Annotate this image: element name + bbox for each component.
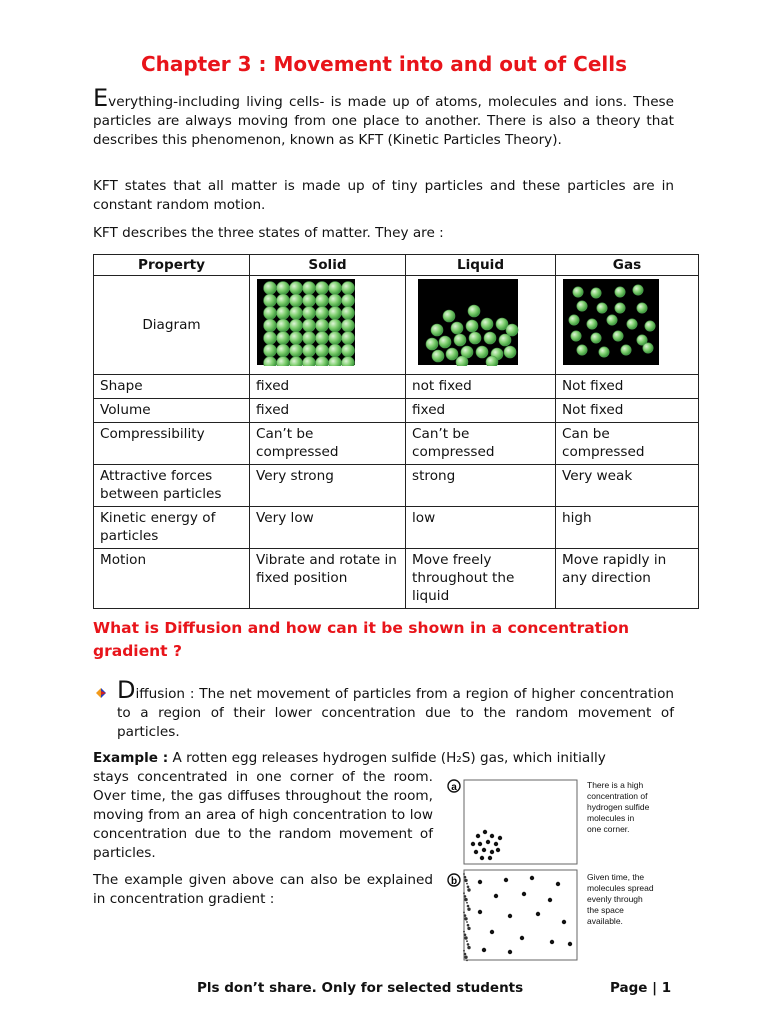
solid-particle	[264, 294, 277, 307]
solid-particle	[342, 319, 355, 332]
solid-particle	[290, 344, 303, 357]
speckle-mark	[467, 946, 470, 949]
solid-particle	[329, 344, 342, 357]
liquid-particle	[476, 346, 488, 358]
solid-particle	[303, 282, 316, 295]
speckle-mark	[467, 908, 470, 911]
liquid-particle	[469, 332, 481, 344]
diffusion-definition-text: iffusion : The net movement of particles from a region of higher concentration to a region of their lower concentration due to the random movement of particles.	[117, 686, 674, 740]
svg-text:the space: the space	[587, 905, 624, 915]
svg-text:one corner.: one corner.	[587, 824, 630, 834]
speckle-mark	[467, 886, 470, 889]
liquid-particle	[484, 332, 496, 344]
kft-states-paragraph: KFT states that all matter is made up of tiny particles and these particles are in constant random motion.	[93, 178, 674, 213]
speckle-mark	[463, 873, 465, 875]
h2s-molecule	[496, 848, 500, 852]
gas-particle	[577, 345, 587, 355]
footer-notice: Pls don’t share. Only for selected students	[197, 980, 524, 996]
svg-text:hydrogen sulfide: hydrogen sulfide	[587, 802, 650, 812]
h2s-molecule	[474, 850, 478, 854]
speckle-mark	[464, 895, 467, 898]
speckle-mark	[466, 921, 468, 923]
liquid-particle	[451, 322, 463, 334]
gas-particle	[615, 287, 625, 297]
gas-particle	[591, 333, 601, 343]
gas-particle	[645, 321, 655, 331]
table-row	[94, 507, 699, 549]
svg-text:available.: available.	[587, 916, 623, 926]
h2s-molecule	[494, 894, 498, 898]
figure-label-a: a	[451, 782, 457, 793]
row-volume-solid: fixed	[250, 399, 406, 423]
liquid-particle	[439, 336, 451, 348]
liquid-particle	[468, 305, 480, 317]
liquid-diagram-cell	[406, 276, 556, 375]
solid-particle	[316, 307, 329, 320]
gas-particle	[637, 303, 647, 313]
gas-particle	[599, 347, 609, 357]
speckle-mark	[463, 892, 465, 894]
row-shape-liquid: not fixed	[406, 375, 556, 399]
kft-describes-paragraph: KFT describes the three states of matter. They are :	[93, 225, 444, 241]
solid-particle	[277, 344, 290, 357]
solid-particle	[290, 282, 303, 295]
gas-particle	[587, 319, 597, 329]
solid-particle	[342, 307, 355, 320]
h2s-molecule	[508, 914, 512, 918]
gas-particle	[613, 331, 623, 341]
header-liquid: Liquid	[406, 255, 556, 276]
dropcap-d: D	[117, 676, 136, 704]
page-title: Chapter 3 : Movement into and out of Cells	[140, 52, 628, 76]
h2s-molecule	[471, 842, 475, 846]
speckle-mark	[467, 927, 470, 930]
speckle-mark	[463, 950, 465, 952]
solid-particle	[264, 319, 277, 332]
svg-text:Given time, the: Given time, the	[587, 872, 645, 882]
solid-particle	[342, 282, 355, 295]
h2s-molecule	[482, 848, 486, 852]
gas-particle	[621, 345, 631, 355]
solid-particle	[303, 319, 316, 332]
diffusion-figure	[440, 766, 680, 972]
gas-particle	[627, 319, 637, 329]
h2s-molecule	[480, 856, 484, 860]
solid-particle	[277, 332, 290, 345]
speckle-mark	[464, 898, 467, 901]
solid-particle	[264, 307, 277, 320]
speckle-mark	[463, 912, 465, 914]
row-forces-gas: Very weak	[556, 465, 699, 507]
svg-text:molecules spread: molecules spread	[587, 883, 654, 893]
gas-particle	[597, 303, 607, 313]
states-of-matter-table	[93, 254, 699, 609]
h2s-molecule	[478, 842, 482, 846]
h2s-molecule	[520, 936, 524, 940]
liquid-particle	[431, 324, 443, 336]
gas-particle	[577, 301, 587, 311]
diagram-label: Diagram	[94, 276, 250, 375]
solid-particle	[329, 319, 342, 332]
h2s-molecule	[478, 880, 482, 884]
header-gas: Gas	[556, 255, 699, 276]
gas-particle	[607, 315, 617, 325]
row-motion-solid: Vibrate and rotate in fixed position	[250, 549, 406, 609]
svg-text:evenly through: evenly through	[587, 894, 643, 904]
liquid-particle	[432, 350, 444, 362]
h2s-molecule	[490, 930, 494, 934]
solid-particle	[342, 294, 355, 307]
row-motion-property: Motion	[94, 549, 250, 609]
intro-paragraph	[93, 84, 674, 150]
solid-particle	[290, 294, 303, 307]
solid-diagram-cell	[250, 276, 406, 375]
row-motion-liquid: Move freely throughout the liquid	[406, 549, 556, 609]
solid-particle	[342, 332, 355, 345]
speckle-mark	[466, 960, 468, 962]
h2s-molecule	[483, 830, 487, 834]
row-compressibility-liquid: Can’t be compressed	[406, 423, 556, 465]
h2s-molecule	[522, 892, 526, 896]
solid-particle	[342, 344, 355, 357]
speckle-mark	[467, 943, 470, 946]
solid-particle	[264, 282, 277, 295]
example-line1: A rotten egg releases hydrogen sulfide (H₂S) gas, which initially	[172, 750, 606, 766]
solid-particle	[329, 307, 342, 320]
row-volume-liquid: fixed	[406, 399, 556, 423]
speckle-mark	[467, 924, 470, 927]
speckle-mark	[464, 876, 467, 879]
header-solid: Solid	[250, 255, 406, 276]
example-followup: The example given above can also be explained in concentration gradient :	[93, 872, 433, 907]
dropcap-e: E	[93, 84, 109, 112]
example-rest: stays concentrated in one corner of the room. Over time, the gas diffuses throughout the room, moving from an area of high concentration to low concentration due to the random movement of particles.	[93, 769, 433, 861]
solid-particle	[264, 344, 277, 357]
liquid-particle	[466, 320, 478, 332]
speckle-mark	[467, 888, 470, 891]
speckle-mark	[464, 914, 467, 917]
solid-particles-diagram	[256, 278, 356, 366]
h2s-molecule	[494, 842, 498, 846]
table-row	[94, 549, 699, 609]
svg-text:molecules in: molecules in	[587, 813, 635, 823]
solid-particle	[290, 319, 303, 332]
speckle-mark	[464, 953, 467, 956]
gas-particles-diagram	[562, 278, 662, 366]
liquid-particle	[446, 348, 458, 360]
h2s-molecule	[488, 856, 492, 860]
solid-particle	[277, 307, 290, 320]
speckle-mark	[463, 931, 465, 933]
table-row	[94, 465, 699, 507]
row-kinetic-solid: Very low	[250, 507, 406, 549]
arrow-bullet-icon	[94, 686, 108, 700]
liquid-particle	[456, 356, 468, 366]
table-row	[94, 399, 699, 423]
row-compressibility-solid: Can’t be compressed	[250, 423, 406, 465]
row-kinetic-property: Kinetic energy of particles	[94, 507, 250, 549]
svg-text:There is a high: There is a high	[587, 780, 644, 790]
gas-particle	[591, 288, 601, 298]
row-kinetic-gas: high	[556, 507, 699, 549]
h2s-molecule	[548, 898, 552, 902]
h2s-molecule	[486, 840, 490, 844]
gas-particle	[569, 315, 579, 325]
liquid-particle	[499, 334, 511, 346]
speckle-mark	[466, 902, 468, 904]
row-volume-property: Volume	[94, 399, 250, 423]
h2s-molecule	[504, 878, 508, 882]
solid-particle	[277, 294, 290, 307]
solid-particle	[316, 332, 329, 345]
gas-diagram-cell	[556, 276, 699, 375]
row-forces-solid: Very strong	[250, 465, 406, 507]
h2s-molecule	[556, 882, 560, 886]
solid-particle	[303, 294, 316, 307]
speckle-mark	[467, 905, 470, 908]
table-row	[94, 423, 699, 465]
solid-particle	[277, 319, 290, 332]
speckle-mark	[466, 883, 468, 885]
table-header-row	[94, 255, 699, 276]
diagram-row	[94, 276, 699, 375]
h2s-molecule	[490, 850, 494, 854]
solid-particle	[303, 344, 316, 357]
h2s-molecule	[490, 834, 494, 838]
solid-particle	[303, 332, 316, 345]
solid-particle	[316, 344, 329, 357]
liquid-particle	[504, 346, 516, 358]
liquid-particle	[426, 338, 438, 350]
row-compressibility-property: Compressibility	[94, 423, 250, 465]
speckle-mark	[464, 934, 467, 937]
liquid-particles-diagram	[412, 278, 522, 366]
gas-particle	[643, 343, 653, 353]
row-kinetic-liquid: low	[406, 507, 556, 549]
row-forces-liquid: strong	[406, 465, 556, 507]
speckle-mark	[464, 917, 467, 920]
solid-particle	[303, 307, 316, 320]
header-property: Property	[94, 255, 250, 276]
h2s-molecule	[568, 942, 572, 946]
example-label: Example :	[93, 750, 169, 766]
row-compressibility-gas: Can be compressed	[556, 423, 699, 465]
gas-particle	[573, 287, 583, 297]
svg-text:concentration of: concentration of	[587, 791, 648, 801]
diffusion-definition	[117, 676, 674, 742]
h2s-molecule	[478, 910, 482, 914]
solid-particle	[316, 282, 329, 295]
h2s-molecule	[562, 920, 566, 924]
row-shape-solid: fixed	[250, 375, 406, 399]
h2s-molecule	[550, 940, 554, 944]
h2s-molecule	[482, 948, 486, 952]
row-volume-gas: Not fixed	[556, 399, 699, 423]
liquid-particle	[486, 356, 498, 366]
solid-particle	[329, 294, 342, 307]
solid-particle	[316, 319, 329, 332]
gas-particle	[571, 331, 581, 341]
speckle-mark	[464, 936, 467, 939]
speckle-mark	[464, 879, 467, 882]
intro-text: verything-including living cells- is made up of atoms, molecules and ions. These particles are always moving from one place to another. There is also a theory that describes this phenomenon, known as KFT (Kinetic Particles Theory).	[93, 94, 674, 148]
h2s-molecule	[530, 876, 534, 880]
row-shape-gas: Not fixed	[556, 375, 699, 399]
h2s-molecule	[508, 950, 512, 954]
h2s-molecule	[476, 834, 480, 838]
solid-particle	[329, 282, 342, 295]
solid-particle	[264, 332, 277, 345]
h2s-molecule	[498, 836, 502, 840]
table-row	[94, 375, 699, 399]
speckle-mark	[466, 940, 468, 942]
footer-page-number: Page | 1	[610, 980, 672, 996]
gas-particle	[633, 285, 643, 295]
liquid-particle	[443, 310, 455, 322]
liquid-particle	[506, 324, 518, 336]
liquid-particle	[454, 334, 466, 346]
solid-particle	[316, 294, 329, 307]
row-shape-property: Shape	[94, 375, 250, 399]
speckle-mark	[464, 956, 467, 959]
solid-particle	[290, 307, 303, 320]
row-motion-gas: Move rapidly in any direction	[556, 549, 699, 609]
solid-particle	[329, 332, 342, 345]
solid-particle	[290, 332, 303, 345]
diffusion-heading: What is Diffusion and how can it be shown in a concentration gradient ?	[93, 619, 630, 660]
h2s-molecule	[536, 912, 540, 916]
gas-particle	[615, 303, 625, 313]
solid-particle	[277, 282, 290, 295]
figure-label-b: b	[450, 876, 458, 887]
liquid-particle	[481, 318, 493, 330]
row-forces-property: Attractive forces between particles	[94, 465, 250, 507]
